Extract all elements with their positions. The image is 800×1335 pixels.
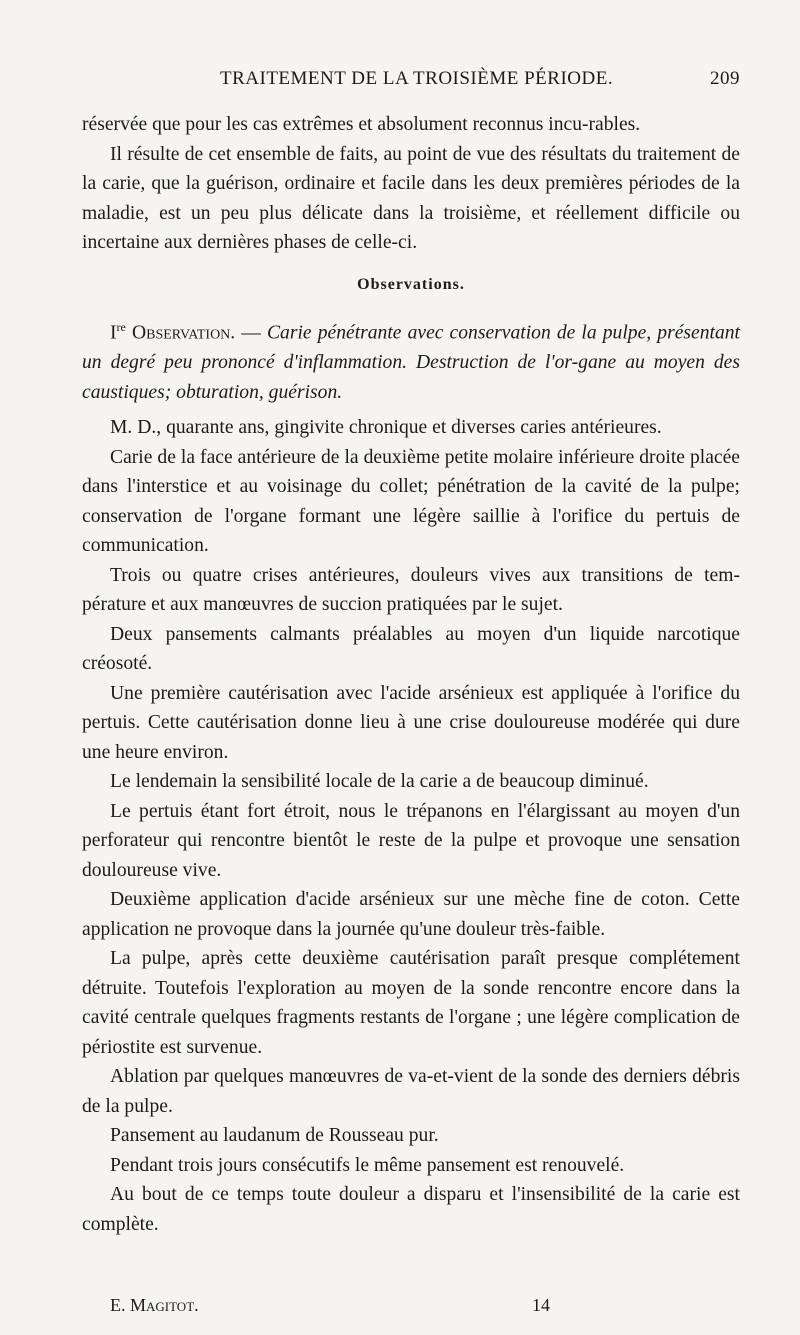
case-paragraph: M. D., quarante ans, gingivite chronique et diverses caries antérieures. bbox=[110, 417, 662, 439]
case-paragraph: Le pertuis étant fort étroit, nous le trépanons en l'élargissant au moyen d'un perforateur qui rencontre bientôt le reste de la pulpe et provoque une sensation douloureuse vive. bbox=[82, 800, 740, 881]
case-paragraph: Une première cautérisation avec l'acide arsénieux est appliquée à l'orifice du pertuis. Cette cautérisation donne lieu à une crise douloureuse modérée qui dure une heure environ. bbox=[82, 682, 740, 763]
case-paragraph: Trois ou quatre crises antérieures, douleurs vives aux transitions de tem-pérature et aux manœuvres de succion pratiquées par le sujet. bbox=[82, 564, 740, 616]
observation-number-sup: re bbox=[116, 320, 126, 334]
paragraph: réservée que pour les cas extrêmes et absolument reconnus incu-rables. bbox=[82, 114, 641, 135]
observation-number: I bbox=[110, 322, 117, 344]
case-paragraph: Le lendemain la sensibilité locale de la carie a de beaucoup diminué. bbox=[110, 771, 649, 793]
case-paragraph: La pulpe, après cette deuxième cautérisation paraît presque complétement détruite. Toutefois l'exploration au moyen de la sonde rencontre encore dans la cavité centrale quelques fragments restants de l'organe ; une légère complication de périostite est survenue. bbox=[82, 948, 740, 1058]
page-number: 209 bbox=[710, 68, 740, 89]
footer-author: E. Magitot. bbox=[110, 1295, 199, 1315]
paragraph: Il résulte de cet ensemble de faits, au point de vue des résultats du traitement de la carie, que la guérison, ordinaire et facile dans les deux premières périodes de la maladie, est un peu plus délicate dans la troisième, et réellement difficile ou incertaine aux dernières phases de celle-ci. bbox=[82, 143, 740, 253]
page-body bbox=[82, 110, 740, 1239]
section-heading: Observations. bbox=[357, 275, 465, 293]
case-paragraph: Deux pansements calmants préalables au moyen d'un liquide narcotique créosoté. bbox=[82, 623, 740, 675]
running-title: TRAITEMENT DE LA TROISIÈME PÉRIODE. bbox=[220, 68, 614, 89]
case-paragraph: Deuxième application d'acide arsénieux sur une mèche fine de coton. Cette application ne provoque dans la journée qu'une douleur très-faible. bbox=[82, 889, 740, 940]
case-paragraph: Ablation par quelques manœuvres de va-et-vient de la sonde des derniers débris de la pulpe. bbox=[82, 1066, 740, 1117]
observation-description: Carie pénétrante avec conservation de la pulpe, présentant un degré peu prononcé d'inflammation. Destruction de l'or-gane au moyen des caustiques; obturation, guérison. bbox=[82, 322, 740, 403]
signature-mark: 14 bbox=[532, 1295, 550, 1315]
case-paragraph: Pansement au laudanum de Rousseau pur. bbox=[110, 1125, 439, 1147]
case-paragraph: Au bout de ce temps toute douleur a disparu et l'insensibilité de la carie est complète. bbox=[82, 1184, 740, 1235]
observation-dash: — bbox=[235, 322, 267, 344]
case-paragraph: Carie de la face antérieure de la deuxième petite molaire inférieure droite placée dans l'interstice et au voisinage du collet; pénétration de la cavité de la pulpe; conservation de l'organe formant une légère saillie à l'orifice du pertuis de communication. bbox=[82, 446, 740, 557]
case-paragraph: Pendant trois jours consécutifs le même pansement est renouvelé. bbox=[110, 1154, 625, 1176]
observation-label: Observation. bbox=[131, 322, 236, 344]
observation-title bbox=[82, 313, 740, 407]
